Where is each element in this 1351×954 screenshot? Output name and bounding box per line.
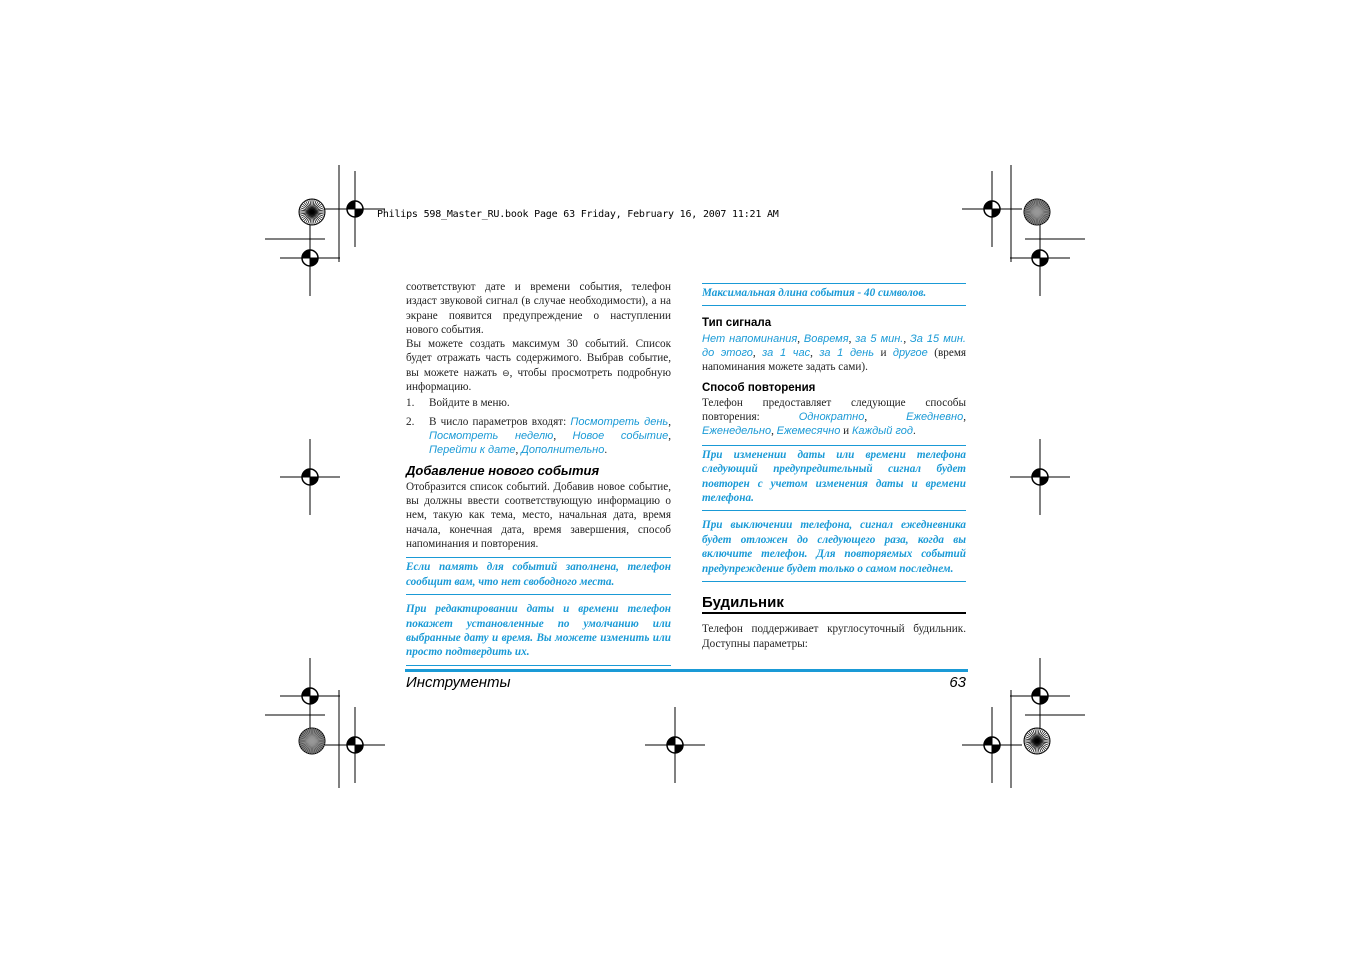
paragraph: Нет напоминания, Вовремя, за 5 мин., За 15 мин. до этого, за 1 час, за 1 день и другое (время напоминания можете задать сами).: [702, 332, 967, 374]
registration-target-icon: [280, 658, 340, 734]
list-item: 2. В число параметров входят: Посмотреть день, Посмотреть неделю, Новое событие, Перейти к дате, Дополнительно.: [406, 415, 672, 457]
sunburst-mark-icon: [1024, 728, 1050, 754]
file-info-header: Philips 598_Master_RU.book Page 63 Friday, February 16, 2007 11:21 AM: [377, 209, 779, 220]
menu-option: Перейти к дате: [429, 444, 516, 457]
footer-rule: [405, 669, 968, 672]
paragraph: соответствуют дате и времени события, телефон издаст звуковой сигнал (в случае необходимости), а на экране появится предупреждение о наступлении нового события.: [406, 281, 671, 336]
registration-target-icon: [325, 707, 385, 783]
right-column: [702, 283, 966, 651]
sunburst-mark-icon: [299, 199, 325, 225]
paragraph: Отобразится список событий. Добавив новое событие, вы должны ввести соответствующую информацию о нем, такую как тема, место, начальная дата, время начала, конечная дата, время завершения, способ напоминания и повторения.: [406, 480, 671, 551]
note-box: Максимальная длина события - 40 символов.: [702, 283, 966, 306]
list-item: 1. Войдите в меню.: [406, 397, 510, 410]
registration-target-icon: [280, 439, 340, 515]
menu-option: Посмотреть день: [570, 415, 669, 428]
sunburst-mark-icon: [299, 728, 325, 754]
registration-target-icon: [645, 707, 705, 783]
menu-option: Посмотреть неделю: [429, 429, 554, 442]
note-box: При выключении телефона, сигнал ежедневника будет отложен до следующего раза, когда вы включите телефон. Для повторяемых событий предупреждение будет только о самом последнем.: [702, 517, 966, 582]
paragraph: Вы можете создать максимум 30 событий. Список будет отражать часть содержимого. Выбрав событие, вы можете нажать ⊖, чтобы просмотреть подробную информацию.: [406, 338, 671, 394]
registration-target-icon: [962, 171, 1022, 247]
registration-target-icon: [280, 220, 340, 296]
registration-target-icon: [1010, 658, 1070, 734]
menu-option: Новое событие: [572, 429, 669, 442]
note-box: При редактировании даты и времени телефон покажет установленные по умолчанию или выбранные дату и время. Вы можете изменить или просто подтвердить их.: [406, 601, 671, 666]
menu-option: Дополнительно: [521, 444, 605, 457]
chapter-name: Инструменты: [406, 674, 511, 691]
subheading: Добавление нового события: [406, 462, 600, 478]
registration-target-icon: [325, 171, 385, 247]
registration-target-icon: [962, 707, 1022, 783]
subheading: Способ повторения: [702, 381, 816, 394]
subheading: Тип сигнала: [702, 317, 772, 330]
sunburst-mark-icon: [1024, 199, 1050, 225]
paragraph: Телефон поддерживает круглосуточный будильник. Доступны параметры:: [702, 623, 966, 650]
registration-target-icon: [1010, 439, 1070, 515]
section-title: Будильник: [702, 596, 966, 614]
note-box: Если память для событий заполнена, телефон сообщит вам, что нет свободного места.: [406, 557, 671, 595]
registration-target-icon: [1010, 220, 1070, 296]
note-box: При изменении даты или времени телефона следующий предупредительный сигнал будет повторен с учетом изменения даты и времени телефона.: [702, 445, 966, 512]
minus-key-icon: ⊖: [502, 367, 510, 378]
paragraph: Телефон предоставляет следующие способы повторения: Однократно, Ежедневно, Еженедельно, Ежемесячно и Каждый год.: [702, 396, 967, 438]
page-number: 63: [949, 674, 966, 691]
left-column: [406, 280, 671, 666]
